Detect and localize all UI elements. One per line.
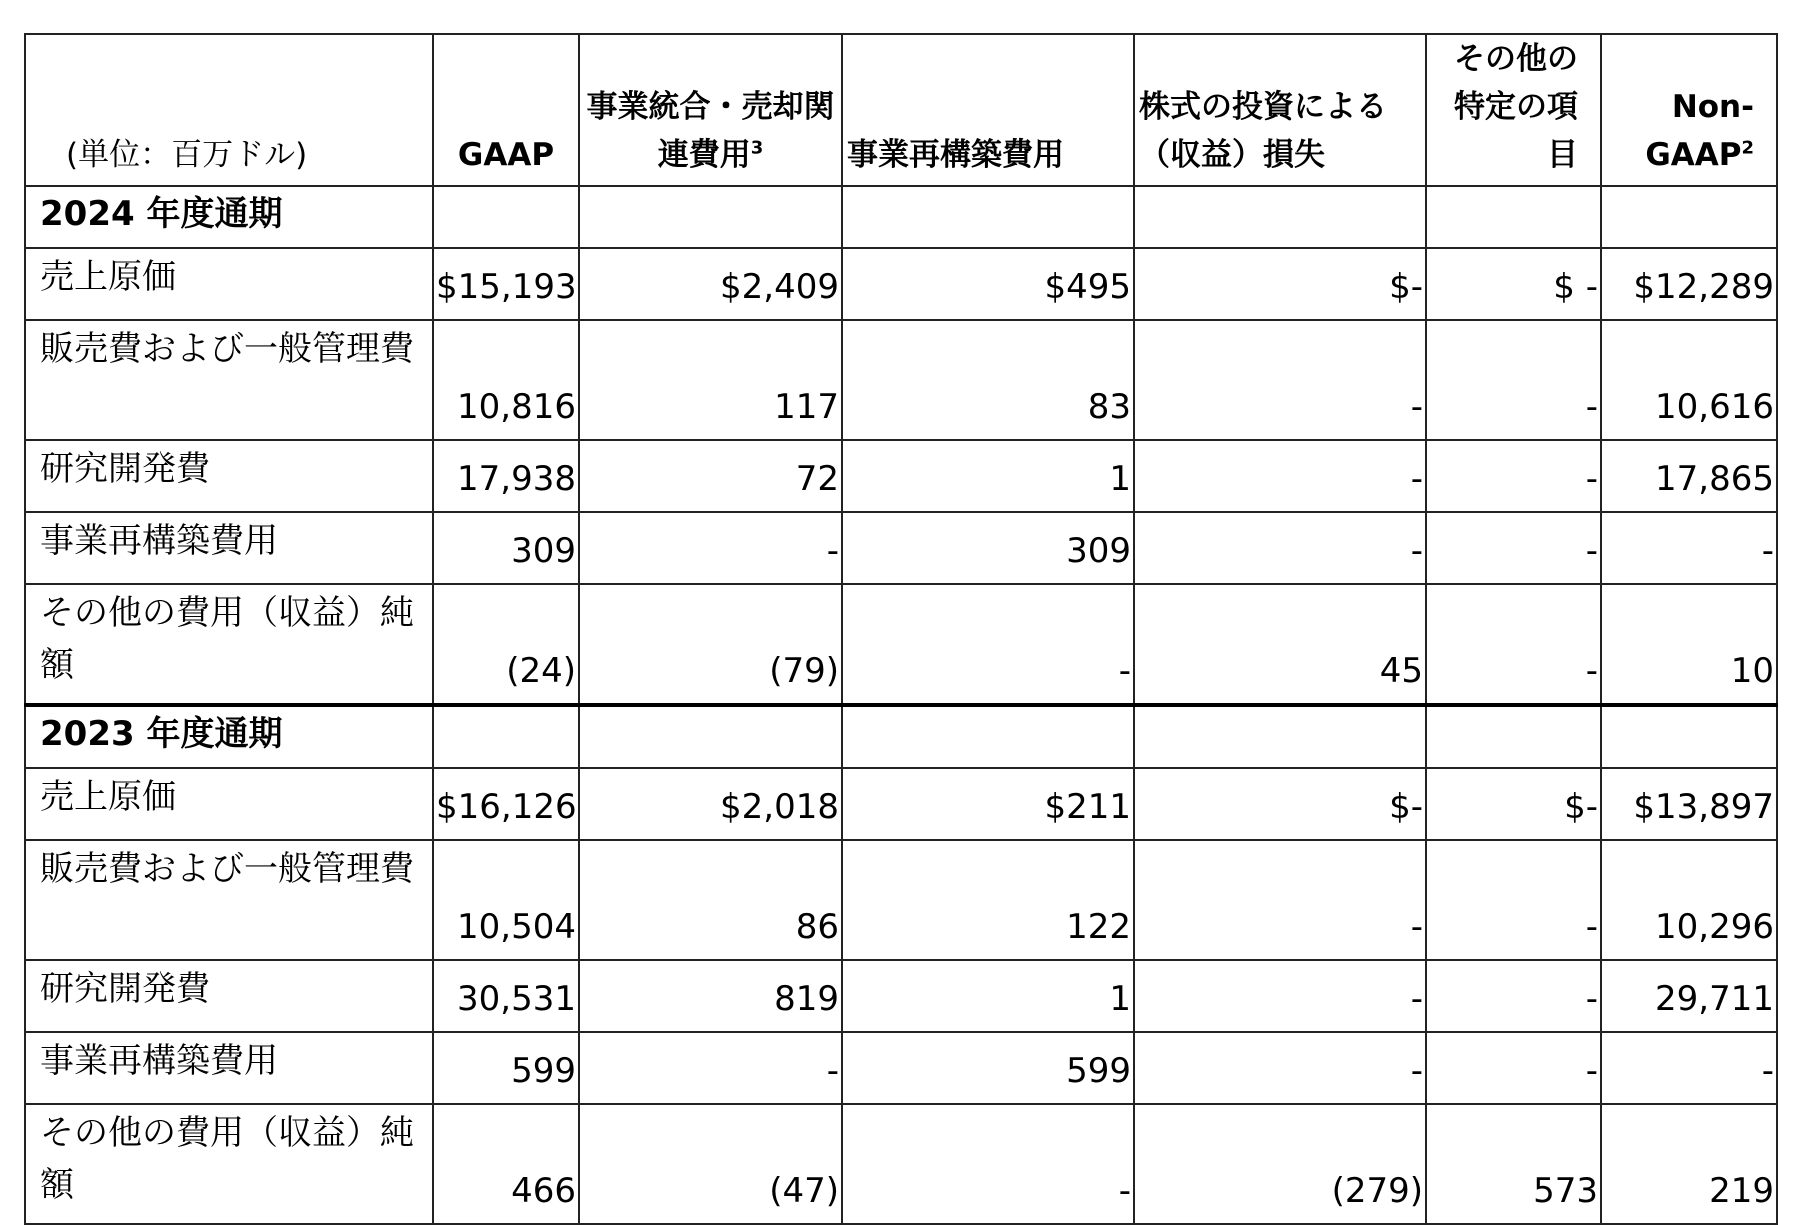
cell-integration: - [579,512,842,584]
empty-cell [1601,705,1777,768]
cell-other: - [1426,512,1601,584]
cell-integration: 72 [579,440,842,512]
cell-other: - [1426,1032,1601,1104]
section-row [25,186,1777,248]
empty-cell [579,705,842,768]
cell-equity: - [1134,840,1426,960]
cell-equity: - [1134,512,1426,584]
cell-gaap: $16,126 [433,768,579,840]
cell-gaap: 599 [433,1032,579,1104]
empty-cell [433,186,579,248]
cell-restructuring: 83 [842,320,1134,440]
table-row [25,1104,1777,1224]
table-row [25,320,1777,440]
cell-gaap: 466 [433,1104,579,1224]
cell-gaap: 309 [433,512,579,584]
row-label: 研究開発費 [25,960,433,1032]
cell-equity: $- [1134,768,1426,840]
row-label: 売上原価 [25,768,433,840]
cell-gaap: 17,938 [433,440,579,512]
row-label: 販売費および一般管理費 [25,840,433,960]
header-restructuring: 事業再構築費用 [842,34,1134,186]
row-label: 販売費および一般管理費 [25,320,433,440]
cell-gaap: $15,193 [433,248,579,320]
cell-other: - [1426,960,1601,1032]
cell-integration: $2,018 [579,768,842,840]
table-row [25,248,1777,320]
section-row [25,705,1777,768]
unit-label: (単位：百万ドル) [25,34,433,186]
row-label: 事業再構築費用 [25,1032,433,1104]
empty-cell [1134,705,1426,768]
empty-cell [1601,186,1777,248]
cell-other: $- [1426,768,1601,840]
header-other: その他の特定の項目 [1426,34,1601,186]
row-label: その他の費用（収益）純額 [25,584,433,705]
cell-other: 573 [1426,1104,1601,1224]
header-non-gaap [1601,34,1777,186]
cell-restructuring: 309 [842,512,1134,584]
cell-gaap: 10,504 [433,840,579,960]
empty-cell [1426,186,1601,248]
table-row [25,768,1777,840]
cell-restructuring: $495 [842,248,1134,320]
table-header-row [25,34,1777,186]
cell-equity: 45 [1134,584,1426,705]
cell-non-gaap: 10,296 [1601,840,1777,960]
empty-cell [433,705,579,768]
empty-cell [842,186,1134,248]
cell-gaap: 10,816 [433,320,579,440]
section-title: 2024 年度通期 [25,186,433,248]
cell-other: - [1426,584,1601,705]
financial-table [24,33,1778,1225]
section-title: 2023 年度通期 [25,705,433,768]
header-integration-text: 事業統合・売却関連費用 [586,89,835,173]
cell-other: - [1426,440,1601,512]
cell-non-gaap: $13,897 [1601,768,1777,840]
cell-non-gaap: 10 [1601,584,1777,705]
cell-other: $ - [1426,248,1601,320]
header-equity: 株式の投資による（収益）損失 [1134,34,1426,186]
cell-integration: 117 [579,320,842,440]
cell-non-gaap: - [1601,1032,1777,1104]
header-integration-footnote: 3 [750,137,764,159]
cell-integration: - [579,1032,842,1104]
cell-non-gaap: $12,289 [1601,248,1777,320]
cell-non-gaap: 219 [1601,1104,1777,1224]
table-row [25,440,1777,512]
cell-integration: (47) [579,1104,842,1224]
empty-cell [1426,705,1601,768]
cell-other: - [1426,320,1601,440]
row-label: 研究開発費 [25,440,433,512]
cell-restructuring: 599 [842,1032,1134,1104]
cell-equity: - [1134,1032,1426,1104]
empty-cell [579,186,842,248]
header-non-gaap-footnote: 2 [1741,137,1754,159]
cell-restructuring: - [842,1104,1134,1224]
cell-equity: (279) [1134,1104,1426,1224]
header-non-gaap-text: Non-GAAP [1645,89,1754,173]
table-row [25,512,1777,584]
cell-other: - [1426,840,1601,960]
header-gaap: GAAP [433,34,579,186]
row-label: その他の費用（収益）純額 [25,1104,433,1224]
header-integration [579,34,842,186]
cell-restructuring: 1 [842,440,1134,512]
cell-non-gaap: 10,616 [1601,320,1777,440]
empty-cell [1134,186,1426,248]
cell-restructuring: 122 [842,840,1134,960]
row-label: 事業再構築費用 [25,512,433,584]
cell-restructuring: - [842,584,1134,705]
cell-gaap: 30,531 [433,960,579,1032]
cell-restructuring: $211 [842,768,1134,840]
cell-equity: - [1134,960,1426,1032]
cell-integration: $2,409 [579,248,842,320]
cell-restructuring: 1 [842,960,1134,1032]
empty-cell [842,705,1134,768]
cell-equity: - [1134,440,1426,512]
cell-non-gaap: 29,711 [1601,960,1777,1032]
table-row [25,1032,1777,1104]
cell-gaap: (24) [433,584,579,705]
cell-non-gaap: - [1601,512,1777,584]
table-row [25,960,1777,1032]
cell-integration: 819 [579,960,842,1032]
cell-equity: - [1134,320,1426,440]
cell-equity: $- [1134,248,1426,320]
table-row [25,840,1777,960]
table-row [25,584,1777,705]
cell-integration: 86 [579,840,842,960]
row-label: 売上原価 [25,248,433,320]
cell-integration: (79) [579,584,842,705]
cell-non-gaap: 17,865 [1601,440,1777,512]
